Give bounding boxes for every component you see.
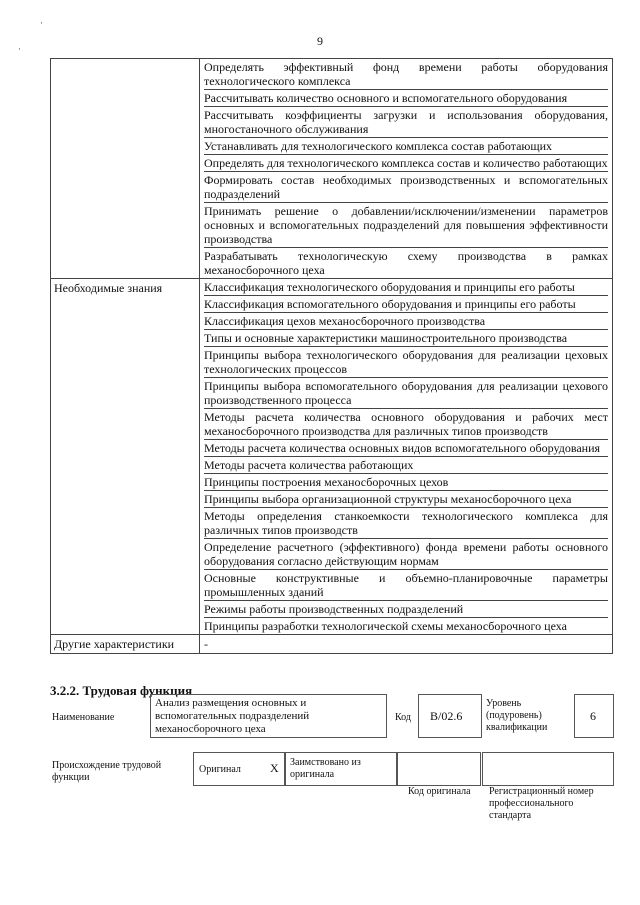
knowledge-item: Принципы выбора организационной структуры механосборочного цеха <box>204 491 608 508</box>
knowledge-item: Принципы разработки технологической схемы механосборочного цеха <box>204 619 567 633</box>
skills-cell <box>200 59 613 279</box>
knowledge-item: Принципы выбора технологического оборудования для реализации цеховых технологических процессов <box>204 348 608 376</box>
reg-number-label: Регистрационный номер профессионального стандарта <box>489 786 594 821</box>
scan-mark: · <box>18 44 21 54</box>
name-value: Анализ размещения основных и вспомогательных подразделений механосборочного цеха <box>155 697 310 735</box>
skill-item: Определять для технологического комплекса состав и количество работающих <box>204 156 608 170</box>
skills-label-cell <box>51 59 200 279</box>
origin-code-box <box>397 752 481 786</box>
origin-code-label: Код оригинала <box>408 786 471 797</box>
knowledge-item: Методы определения станкоемкости технологического комплекса для различных типов производств <box>204 509 608 537</box>
code-value: B/02.6 <box>430 709 463 723</box>
other-value: - <box>200 635 613 654</box>
level-label: Уровень (подуровень) квалификации <box>486 698 548 733</box>
other-label: Другие характеристики <box>51 635 200 654</box>
knowledge-item: Методы расчета количества основного оборудования и рабочих мест механосборочного производства для различных типов производств <box>204 410 608 438</box>
knowledge-item: Классификация цехов механосборочного производства <box>204 313 608 330</box>
section-title: 3.2.2. Трудовая функция <box>50 683 193 698</box>
code-label: Код <box>395 712 411 723</box>
knowledge-item: Основные конструктивные и объемно-планировочные параметры промышленных зданий <box>204 571 608 599</box>
skill-item: Принимать решение о добавлении/исключении/изменении параметров основных и вспомогательных подразделений для повышения эффективности производства <box>204 204 608 246</box>
level-value: 6 <box>590 709 596 723</box>
knowledge-item: Определение расчетного (эффективного) фонда времени работы основного оборудования согласно действующим нормам <box>204 540 608 568</box>
knowledge-item: Классификация технологического оборудования и принципы его работы <box>204 279 608 296</box>
knowledge-item: Режимы работы производственных подразделений <box>204 601 608 618</box>
original-label: Оригинал <box>199 764 241 775</box>
knowledge-row <box>51 279 613 635</box>
skill-item: Устанавливать для технологического комплекса состав работающих <box>204 138 608 155</box>
skills-knowledge-table <box>50 58 613 654</box>
origin-label: Происхождение трудовой функции <box>52 760 162 783</box>
borrowed-label: Заимствовано из оригинала <box>290 757 361 780</box>
knowledge-item: Принципы построения механосборочных цехов <box>204 474 608 491</box>
knowledge-label: Необходимые знания <box>51 279 200 635</box>
knowledge-cell <box>200 279 613 635</box>
skill-item: Рассчитывать коэффициенты загрузки и использования оборудования, многостаночного обслуживания <box>204 108 608 136</box>
skill-item: Рассчитывать количество основного и вспомогательного оборудования <box>204 90 608 107</box>
knowledge-item: Классификация вспомогательного оборудования и принципы его работы <box>204 296 608 313</box>
knowledge-item: Типы и основные характеристики машиностроительного производства <box>204 330 608 347</box>
skill-item: Разрабатывать технологическую схему производства в рамках механосборочного цеха <box>204 249 608 277</box>
reg-number-box <box>482 752 614 786</box>
knowledge-item: Методы расчета количества основных видов вспомогательного оборудования <box>204 440 608 457</box>
original-mark: X <box>270 761 279 775</box>
other-row <box>51 635 613 654</box>
name-label: Наименование <box>52 712 115 723</box>
skill-item: Формировать состав необходимых производственных и вспомогательных подразделений <box>204 173 608 201</box>
page-number: 9 <box>317 34 323 48</box>
skill-item: Определять эффективный фонд времени работы оборудования технологического комплекса <box>204 60 608 88</box>
scan-mark: · <box>40 18 43 28</box>
knowledge-item: Методы расчета количества работающих <box>204 457 608 474</box>
knowledge-item: Принципы выбора вспомогательного оборудования для реализации цехового производственного процесса <box>204 379 608 407</box>
skills-row <box>51 59 613 279</box>
